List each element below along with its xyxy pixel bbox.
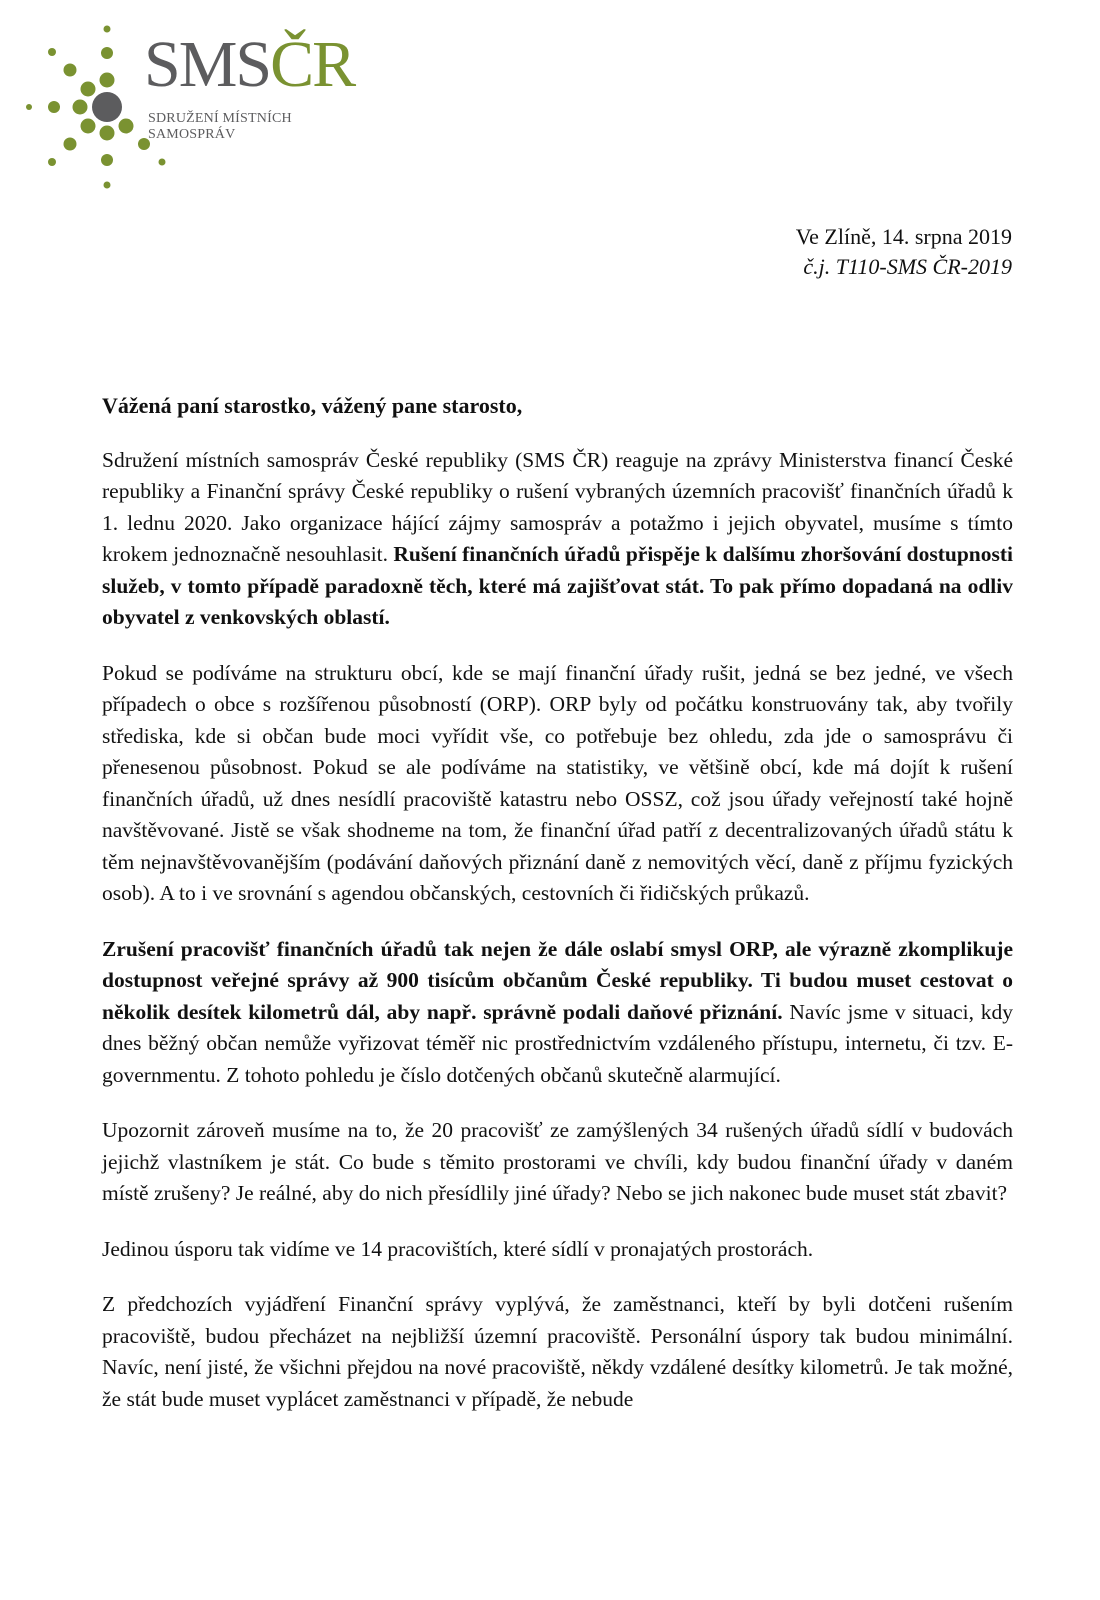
logo-subtitle: SDRUŽENÍ MÍSTNÍCH SAMOSPRÁV	[148, 111, 292, 142]
paragraph-3-text: Navíc jsme v situaci, kdy dnes běžný občan nemůže vyřizovat téměř nic prostřednictvím vzdáleného přístupu, internetu, či tzv. E-governmentu. Z tohoto pohledu je číslo dotčených občanů skutečně alarmující.	[102, 999, 1014, 1087]
paragraph-1	[102, 445, 1013, 634]
reference-number: č.j. T110-SMS ČR-2019	[803, 254, 1012, 279]
salutation: Vážená paní starostko, vážený pane starosto,	[102, 393, 523, 418]
logo-wordmark	[144, 28, 355, 101]
paragraph-6: Z předchozích vyjádření Finanční správy vyplývá, že zaměstnanci, kteří by byli dotčeni rušením pracoviště, budou přecházet na nejbližší územní pracoviště. Personální úspory tak budou minimální. Navíc, není jisté, že všichni přejdou na nové pracoviště, někdy vzdálené desítky kilometrů. Je tak možné, že stát bude muset vyplácet zaměstnanci v případě, že nebude	[102, 1292, 1013, 1411]
paragraph-5: Jedinou úsporu tak vidíme ve 14 pracovištích, které sídlí v pronajatých prostorách.	[102, 1236, 814, 1261]
paragraph-3	[102, 934, 1013, 1092]
smscr-logo	[20, 18, 360, 193]
place-date: Ve Zlíně, 14. srpna 2019	[795, 224, 1012, 249]
letter-body	[102, 390, 1013, 1439]
logo-mark-sms: SMS	[144, 28, 271, 101]
paragraph-3-emphasis: Zrušení pracovišť finančních úřadů tak nejen že dále oslabí smysl ORP, ale výrazně zkomplikuje dostupnost veřejné správy až 900 tisícům občanům České republiky. Ti budou muset cestovat o několik desítek kilometrů dál, aby např. správně podali daňové přiznání.	[102, 936, 1013, 1024]
logo-mark-cr: ČR	[270, 28, 355, 101]
paragraph-2: Pokud se podíváme na strukturu obcí, kde se mají finanční úřady rušit, jedná se bez jedné, ve všech případech o obce s rozšířenou působností (ORP). ORP byly od počátku konstruovány tak, aby tvořily střediska, kde si občan bude moci vyřídit vše, co potřebuje bez ohledu, zda jde o samosprávu či přenesenou působnost. Pokud se ale podíváme na statistiky, ve většině obcí, kde má dojít k rušení finančních úřadů, už dnes nesídlí pracoviště katastru nebo OSSZ, což jsou úřady veřejností také hojně navštěvované. Jistě se však shodneme na tom, že finanční úřad patří z decentralizovaných úřadů státu k těm nejnavštěvovanějším (podávání daňových přiznání daně z nemovitých věcí, daně z příjmu fyzických osob). A to i ve srovnání s agendou občanských, cestovních či řidičských průkazů.	[102, 660, 1013, 905]
paragraph-1-text: Sdružení místních samospráv České republiky (SMS ČR) reaguje na zprávy Ministerstva financí České republiky a Finanční správy České republiky o rušení vybraných územních pracovišť finančních úřadů k 1. lednu 2020. Jako organizace hájící zájmy samospráv a potažmo i jejich obyvatel, musíme s tímto krokem jednoznačně nesouhlasit.	[102, 447, 1013, 566]
paragraph-4: Upozornit zároveň musíme na to, že 20 pracovišť ze zamýšlených 34 rušených úřadů sídlí v budovách jejichž vlastníkem je stát. Co bude s těmito prostorami ve chvíli, kdy budou finanční úřady v daném místě zrušeny? Je reálné, aby do nich přesídlily jiné úřady? Nebo se jich nakonec bude muset stát zbavit?	[102, 1118, 1013, 1205]
letter-header	[796, 222, 1012, 282]
paragraph-1-emphasis: Rušení finančních úřadů přispěje k dalšímu zhoršování dostupnosti služeb, v tomto případě paradoxně těch, které má zajišťovat stát. To pak přímo dopadaná na odliv obyvatel z venkovských oblastí.	[102, 542, 1013, 629]
